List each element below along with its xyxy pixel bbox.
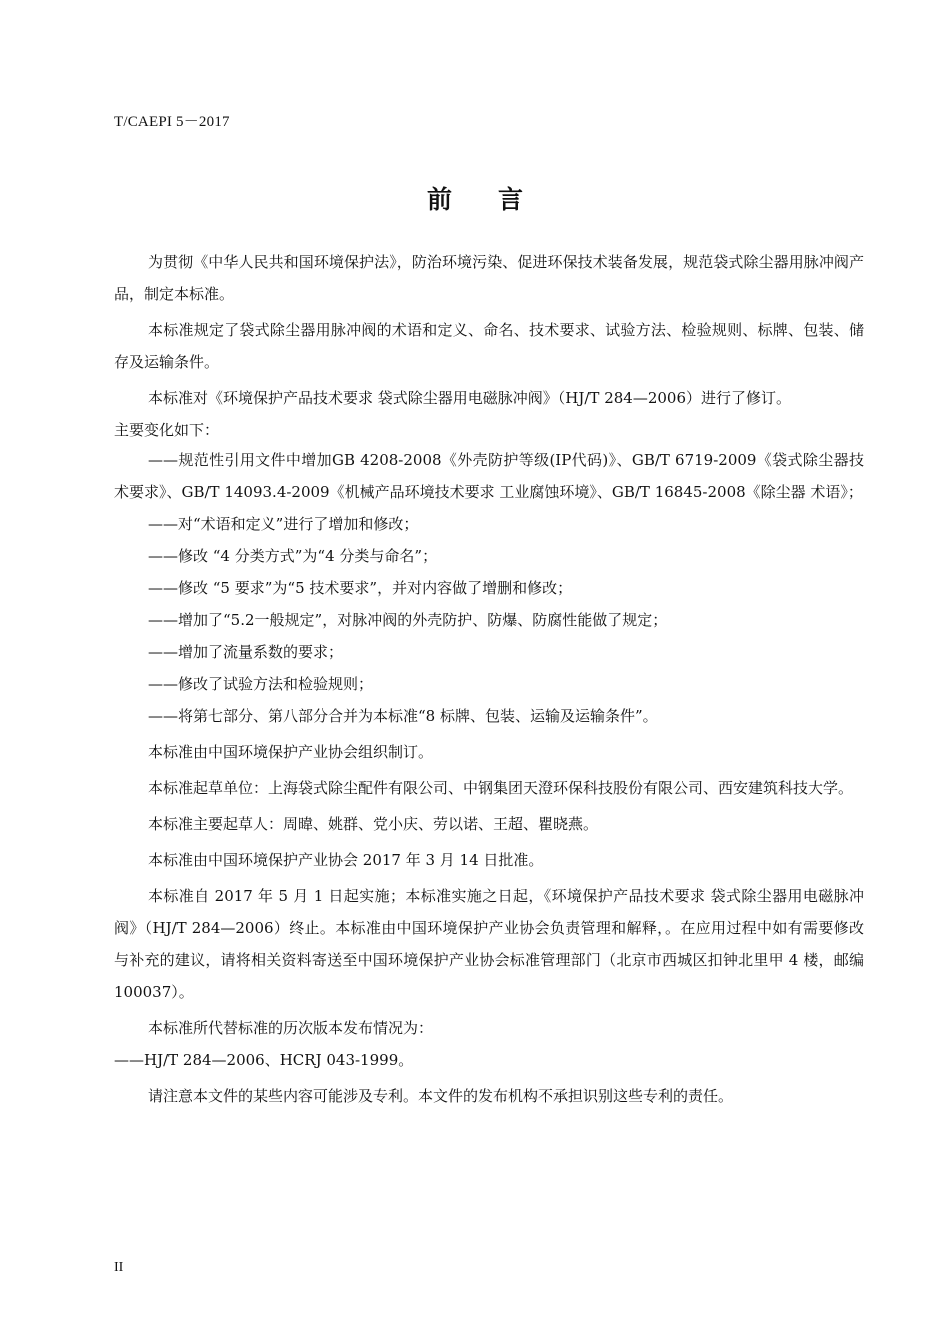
- history-item: ——HJ/T 284—2006、HCRJ 043-1999。: [114, 1051, 414, 1069]
- paragraph-purpose: 为贯彻《中华人民共和国环境保护法》，防治环境污染、促进环保技术装备发展，规范袋式除尘器用脉冲阀产品，制定本标准。: [114, 253, 864, 303]
- change-item: ——修改 “4 分类方式”为“4 分类与命名”；: [148, 547, 438, 565]
- paragraph-organizer: 本标准由中国环境保护产业协会组织制订。: [148, 743, 434, 761]
- change-item: ——修改 “5 要求”为“5 技术要求”，并对内容做了增删和修改；: [148, 579, 573, 597]
- paragraph-drafters: 本标准主要起草人：周暐、姚群、党小庆、劳以诺、王超、瞿晓燕。: [148, 815, 599, 833]
- paragraph-history: 本标准所代替标准的历次版本发布情况为：: [148, 1019, 434, 1037]
- foreword-body: [114, 246, 864, 1112]
- page-title: 前言: [426, 185, 569, 214]
- change-item: ——增加了“5.2一般规定”，对脉冲阀的外壳防护、防爆、防腐性能做了规定；: [148, 611, 668, 629]
- paragraph-approval: 本标准由中国环境保护产业协会 2017 年 3 月 14 日批准。: [148, 851, 544, 869]
- page-number: II: [114, 1260, 124, 1275]
- change-item: ——增加了流量系数的要求；: [148, 643, 344, 661]
- paragraph-patent-notice: 请注意本文件的某些内容可能涉及专利。本文件的发布机构不承担识别这些专利的责任。: [148, 1087, 734, 1105]
- change-item: ——将第七部分、第八部分合并为本标准“8 标牌、包装、运输及运输条件”。: [148, 707, 658, 725]
- paragraph-changes-intro: 主要变化如下：: [114, 421, 220, 439]
- paragraph-implementation: 本标准自 2017 年 5 月 1 日起实施；本标准实施之日起，《环境保护产品技术要求 袋式除尘器用电磁脉冲阀》（HJ/T 284—2006）终止。本标准由中国环境保护产业协会负责管理和解释，。在应用过程中如有需要修改与补充的建议，请将相关资料寄送至中国环境保护产业协会标准管理部门（北京市西城区扣钟北里甲 4 楼，邮编 100037）。: [114, 887, 864, 1001]
- change-item: ——规范性引用文件中增加GB 4208-2008《外壳防护等级(IP代码)》、GB/T 6719-2009《袋式除尘器技术要求》、GB/T 14093.4-2009《机械产品环境技术要求 工业腐蚀环境》、GB/T 16845-2008《除尘器 术语》；: [114, 451, 864, 501]
- paragraph-drafting-units: 本标准起草单位：上海袋式除尘配件有限公司、中钢集团天澄环保科技股份有限公司、西安建筑科技大学。: [148, 779, 854, 797]
- change-item: ——对“术语和定义”进行了增加和修改；: [148, 515, 419, 533]
- paragraph-scope: 本标准规定了袋式除尘器用脉冲阀的术语和定义、命名、技术要求、试验方法、检验规则、标牌、包装、储存及运输条件。: [114, 321, 864, 371]
- change-item: ——修改了试验方法和检验规则；: [148, 675, 374, 693]
- paragraph-revision: 本标准对《环境保护产品技术要求 袋式除尘器用电磁脉冲阀》（HJ/T 284—2006）进行了修订。: [148, 389, 791, 407]
- document-code: T/CAEPI 5－2017: [114, 114, 230, 130]
